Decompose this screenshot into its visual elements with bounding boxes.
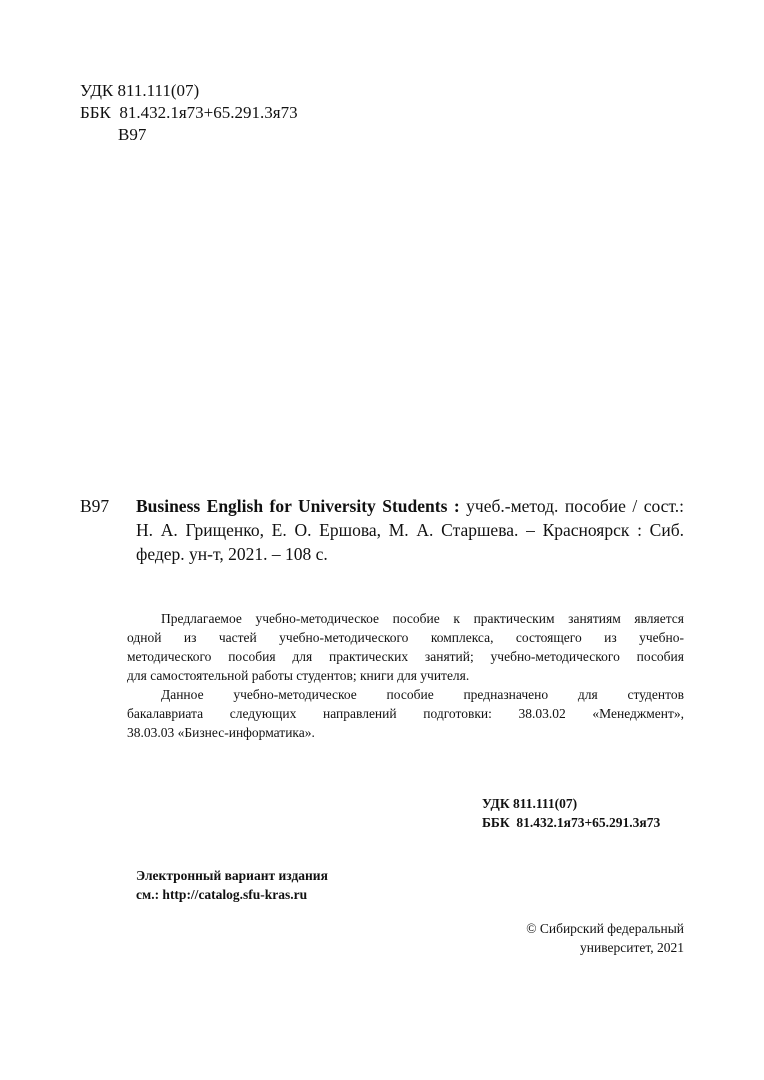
citation-block: [136, 494, 684, 566]
classification-udk: УДК 811.111(07): [482, 796, 578, 811]
header-author-code: В97: [118, 125, 147, 144]
classification-bbk: ББК 81.432.1я73+65.291.3я73: [482, 815, 661, 830]
citation-line-2: Н. А. Грищенко, Е. О. Ершова, М. А. Старшева. – Красноярск : Сиб.: [136, 520, 684, 540]
book-title: Business English for University Students :: [136, 496, 460, 516]
annotation-p1-line-4: для самостоятельной работы студентов; книги для учителя.: [127, 668, 470, 683]
annotation-p2-line-1: Данное учебно-методическое пособие предназначено для студентов: [161, 687, 684, 702]
citation-line-1: [136, 494, 684, 518]
header-bbk: ББК 81.432.1я73+65.291.3я73: [80, 103, 298, 122]
annotation-p1-line-2: одной из частей учебно-методического комплекса, состоящего из учебно-: [127, 630, 684, 645]
header-block: [80, 80, 298, 146]
annotation-p2-line-3: 38.03.03 «Бизнес-информатика».: [127, 725, 315, 740]
citation-code: В97: [80, 496, 110, 516]
copyright-line-2: университет, 2021: [580, 940, 684, 955]
electronic-version-label: Электронный вариант издания: [136, 868, 328, 883]
annotation-block: [127, 609, 684, 742]
copyright-block: [384, 919, 684, 957]
electronic-version-block: [136, 866, 328, 904]
book-type: учеб.-метод. пособие / сост.:: [459, 496, 684, 516]
copyright-line-1: © Сибирский федеральный: [526, 921, 684, 936]
electronic-version-link[interactable]: см.: http://catalog.sfu-kras.ru: [136, 887, 308, 902]
header-udk: УДК 811.111(07): [80, 81, 200, 100]
annotation-p1-line-3: методического пособия для практических занятий; учебно-методического пособия: [127, 649, 684, 664]
annotation-p1-line-1: Предлагаемое учебно-методическое пособие к практическим занятиям является: [161, 611, 684, 626]
annotation-p2-line-2: бакалавриата следующих направлений подготовки: 38.03.02 «Менеджмент»,: [127, 706, 684, 721]
citation-line-3: федер. ун-т, 2021. – 108 с.: [136, 544, 328, 564]
classification-block: [482, 794, 660, 832]
